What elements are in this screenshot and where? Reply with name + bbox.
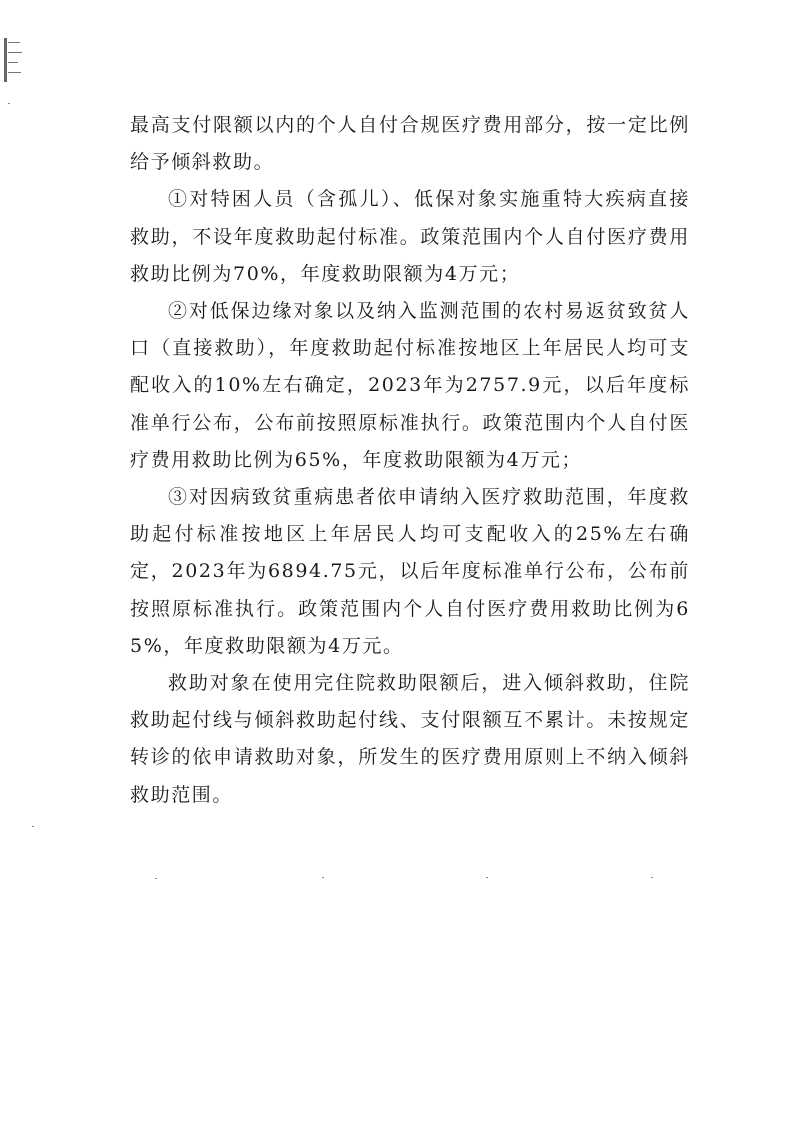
scan-artifact-mark <box>8 42 20 43</box>
scan-artifact-dot <box>486 877 488 878</box>
document-body <box>130 107 690 814</box>
paragraph-continuation: 最高支付限额以内的个人自付合规医疗费用部分，按一定比例给予倾斜救助。 <box>130 114 690 174</box>
scan-artifact-dot <box>155 878 157 879</box>
scan-artifact-dot <box>32 826 34 827</box>
scan-artifact-mark <box>8 52 22 53</box>
scan-artifact-dot <box>651 877 653 878</box>
scan-artifact-mark <box>8 72 21 73</box>
scan-artifact-mark <box>4 38 7 82</box>
paragraph-item-2: ②对低保边缘对象以及纳入监测范围的农村易返贫致贫人口（直接救助），年度救助起付标准按地区上年居民人均可支配收入的10%左右确定，2023年为2757.9元，以后年度标准单行公布，公布前按照原标准执行。政策范围内个人自付医疗费用救助比例为65%，年度救助限额为4万元； <box>130 300 690 471</box>
scan-artifact-dot <box>322 877 324 878</box>
scan-artifact-mark <box>8 62 18 63</box>
paragraph-item-1: ①对特困人员（含孤儿）、低保对象实施重特大疾病直接救助，不设年度救助起付标准。政策范围内个人自付医疗费用救助比例为70%，年度救助限额为4万元； <box>130 188 690 285</box>
paragraph-summary: 救助对象在使用完住院救助限额后，进入倾斜救助，住院救助起付线与倾斜救助起付线、支付限额互不累计。未按规定转诊的依申请救助对象，所发生的医疗费用原则上不纳入倾斜救助范围。 <box>130 672 690 806</box>
scan-artifact-dot <box>8 103 10 104</box>
paragraph-item-3: ③对因病致贫重病患者依申请纳入医疗救助范围，年度救助起付标准按地区上年居民人均可支配收入的25%左右确定，2023年为6894.75元，以后年度标准单行公布，公布前按照原标准执行。政策范围内个人自付医疗费用救助比例为65%，年度救助限额为4万元。 <box>130 486 690 657</box>
